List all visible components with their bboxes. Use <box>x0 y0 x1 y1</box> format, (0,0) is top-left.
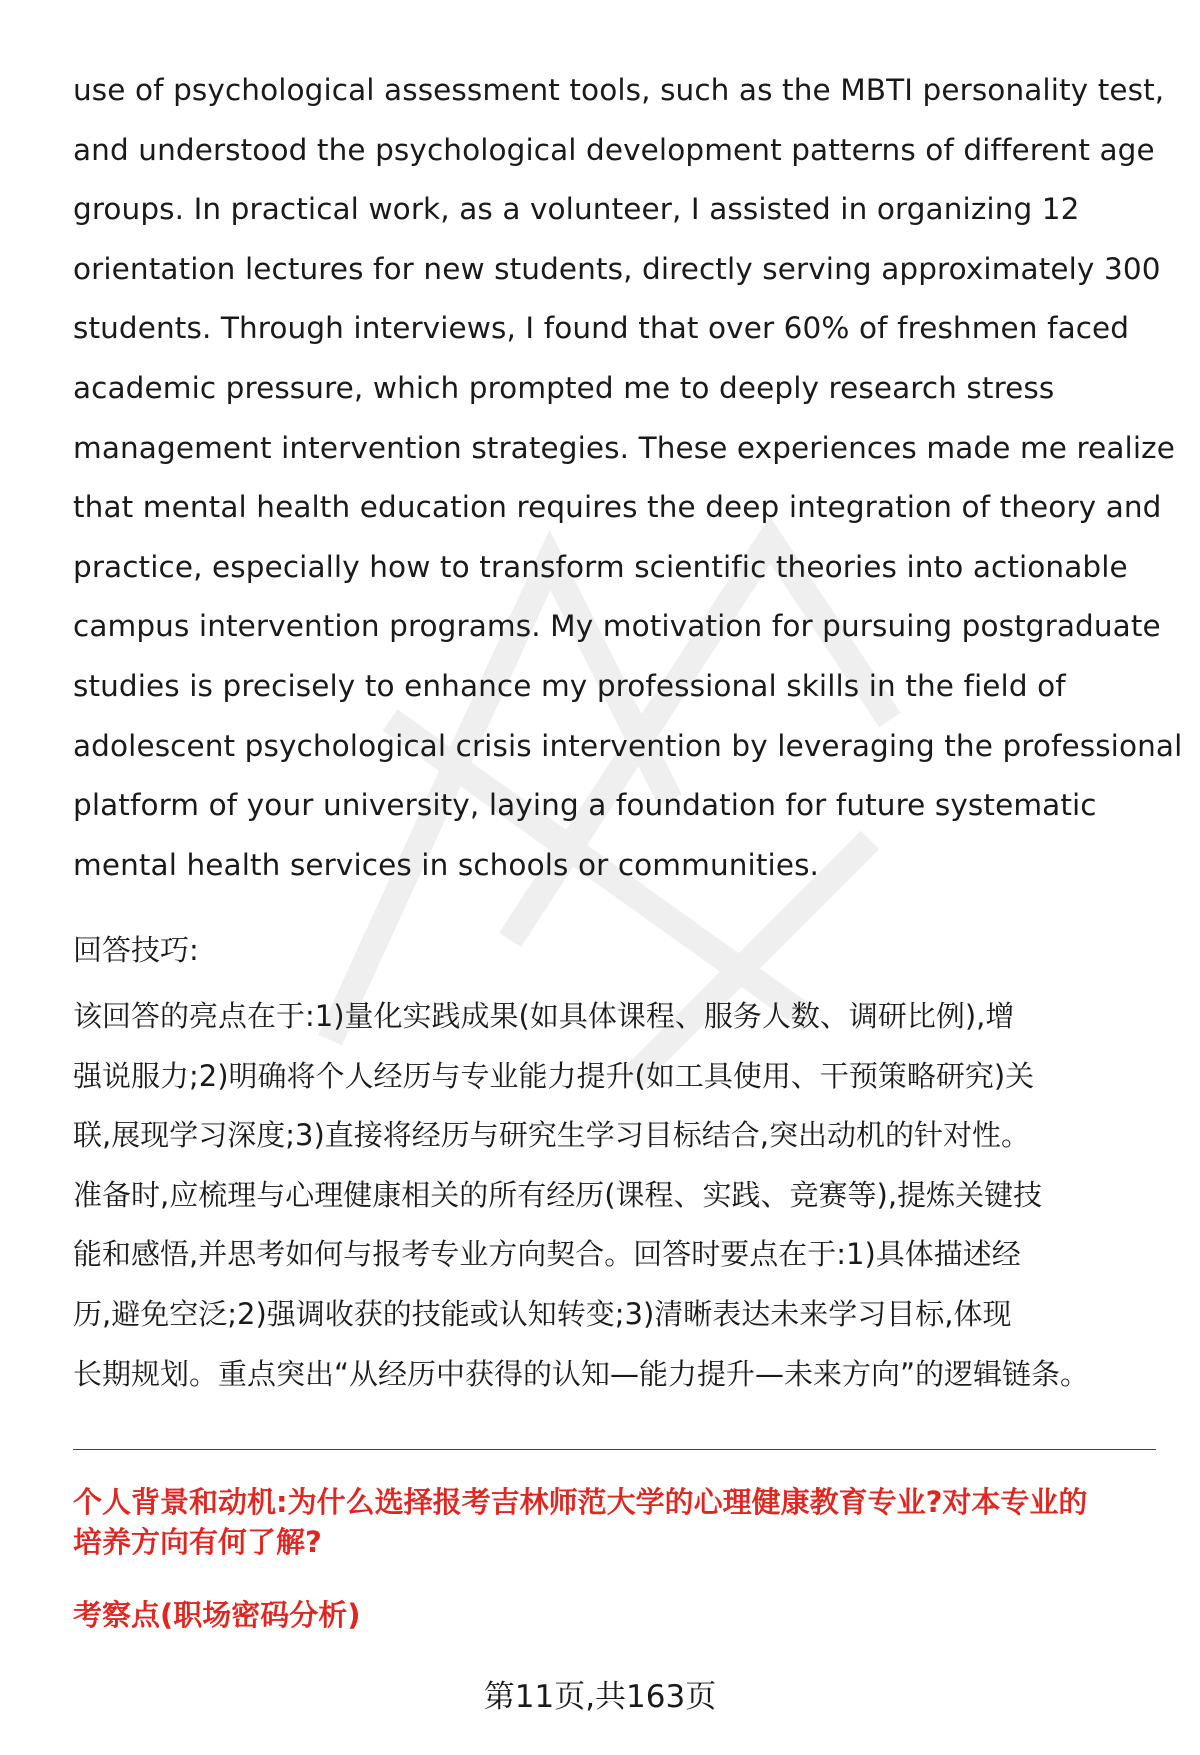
answer-line: and understood the psychological development patterns of different age <box>73 132 1155 167</box>
tips-line: 该回答的亮点在于:1)量化实践成果(如具体课程、服务人数、调研比例),增 <box>73 999 1015 1033</box>
answer-line: management intervention strategies. These experiences made me realize <box>73 430 1175 465</box>
analysis-subheading: 考察点(职场密码分析) <box>73 1598 361 1632</box>
answer-line: campus intervention programs. My motivation for pursuing postgraduate <box>73 609 1161 644</box>
tips-line: 强说服力;2)明确将个人经历与专业能力提升(如工具使用、干预策略研究)关 <box>73 1058 1035 1093</box>
answer-line: adolescent psychological crisis intervention by leveraging the professional <box>73 728 1183 763</box>
answer-line: groups. In practical work, as a volunteer, I assisted in organizing 12 <box>73 192 1080 227</box>
page-number-footer: 第11页,共163页 <box>483 1679 717 1715</box>
answer-line: studies is precisely to enhance my professional skills in the field of <box>73 668 1066 703</box>
tips-paragraph <box>73 987 1158 1404</box>
answer-line: that mental health education requires the deep integration of theory and <box>73 490 1162 525</box>
question-line: 个人背景和动机:为什么选择报考吉林师范大学的心理健康教育专业?对本专业的 <box>73 1485 1088 1519</box>
tips-line: 能和感悟,并思考如何与报考专业方向契合。回答时要点在于:1)具体描述经 <box>73 1237 1021 1272</box>
answer-paragraph <box>73 61 1183 895</box>
answer-line: students. Through interviews, I found that over 60% of freshmen faced <box>73 311 1130 346</box>
answer-line: academic pressure, which prompted me to deeply research stress <box>73 370 1055 405</box>
answer-line: practice, especially how to transform scientific theories into actionable <box>73 549 1128 584</box>
answer-line: mental health services in schools or communities. <box>73 847 820 882</box>
tips-line: 长期规划。重点突出“从经历中获得的认知—能力提升—未来方向”的逻辑链条。 <box>73 1356 1090 1391</box>
tips-line: 历,避免空泛;2)强调收获的技能或认知转变;3)清晰表达未来学习目标,体现 <box>73 1296 1012 1331</box>
section-divider <box>73 1449 1156 1450</box>
question-heading <box>73 1482 1163 1562</box>
answer-line: use of psychological assessment tools, such as the MBTI personality test, <box>73 73 1165 107</box>
tips-heading: 回答技巧: <box>73 933 199 967</box>
tips-line: 联,展现学习深度;3)直接将经历与研究生学习目标结合,突出动机的针对性。 <box>73 1118 1030 1153</box>
question-line: 培养方向有何了解? <box>73 1525 322 1559</box>
answer-line: platform of your university, laying a foundation for future systematic <box>73 788 1097 823</box>
answer-line: orientation lectures for new students, directly serving approximately 300 <box>73 251 1161 286</box>
tips-line: 准备时,应梳理与心理健康相关的所有经历(课程、实践、竞赛等),提炼关键技 <box>73 1177 1043 1212</box>
